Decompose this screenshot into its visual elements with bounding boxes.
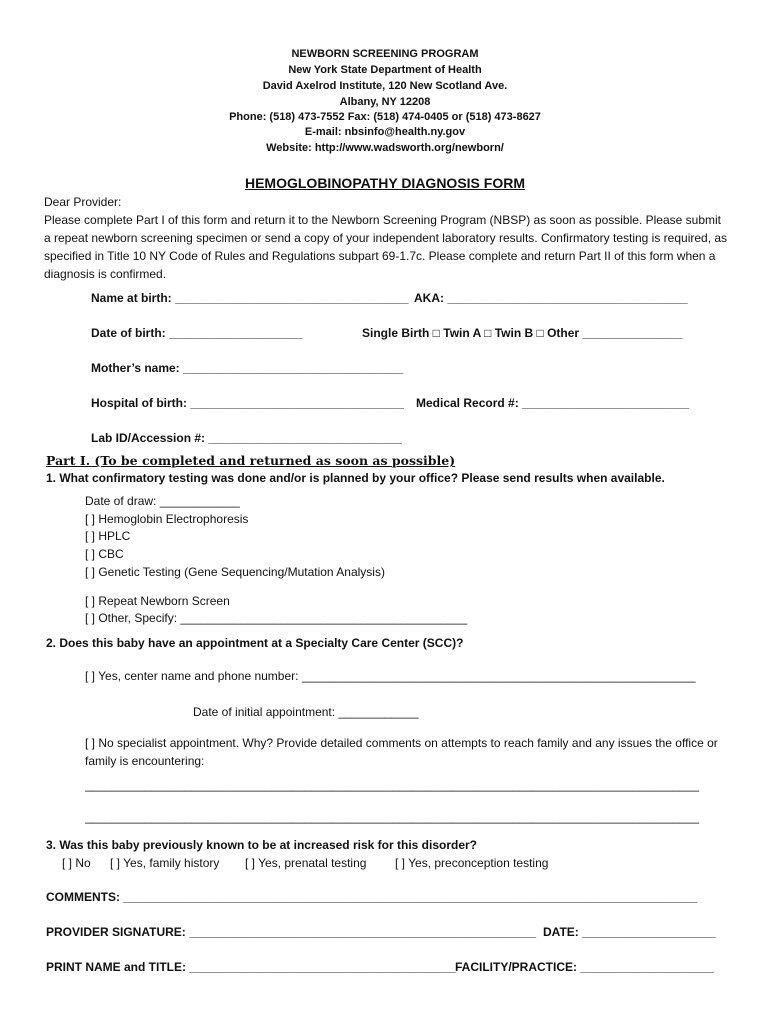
scc-yes-option[interactable]: [ ] Yes, center name and phone number: ___________________________________________________________ (85, 669, 696, 683)
part1-heading: Part I. (To be completed and returned as soon as possible) (46, 453, 456, 468)
phone-fax: Phone: (518) 473-7552 Fax: (518) 474-0405 or (518) 473-8627 (229, 111, 541, 123)
option-repeat-newborn-screen[interactable]: [ ] Repeat Newborn Screen (85, 594, 230, 608)
date-of-draw-field[interactable]: Date of draw: ____________ (85, 494, 240, 508)
email: E-mail: nbsinfo@health.ny.gov (304, 126, 466, 138)
option-hemoglobin-electrophoresis[interactable]: [ ] Hemoglobin Electrophoresis (85, 512, 249, 526)
program-name: NEWBORN SCREENING PROGRAM (291, 48, 479, 60)
print-name-title-field[interactable]: PRINT NAME and TITLE: ________________________________________ (46, 960, 457, 974)
city-state: Albany, NY 12208 (339, 96, 431, 108)
hospital-of-birth-field[interactable]: Hospital of birth: ________________________________ (91, 396, 404, 410)
mothers-name-field[interactable]: Mother’s name: _________________________________ (91, 361, 404, 375)
question-3: 3. Was this baby previously known to be at increased risk for this disorder? (46, 838, 477, 852)
risk-prenatal-testing-option[interactable]: [ ] Yes, prenatal testing (245, 856, 367, 870)
name-at-birth-field[interactable]: Name at birth: ___________________________________ (91, 291, 409, 305)
intro-paragraph: Please complete Part I of this form and return it to the Newborn Screening Program (NBSP) as soon as possible. Please submit a repeat newborn screening specimen or send a copy of your independent laboratory results. Confirmatory testing is required, as specified in Title 10 NY Code of Rules and Regulations subpart 69-1.7c. Please complete and return Part II of this form when a diagnosis is confirmed. (44, 213, 728, 281)
risk-no-option[interactable]: [ ] No (62, 856, 91, 870)
birth-type-options[interactable]: Single Birth □ Twin A □ Twin B □ Other _______________ (362, 326, 683, 340)
institute-address: David Axelrod Institute, 120 New Scotland Ave. (262, 80, 508, 92)
question-2: 2. Does this baby have an appointment at a Specialty Care Center (SCC)? (46, 636, 464, 650)
department-name: New York State Department of Health (288, 64, 482, 76)
initial-appointment-date-field[interactable]: Date of initial appointment: ____________ (193, 705, 419, 719)
provider-signature-field[interactable]: PROVIDER SIGNATURE: ____________________________________________________ (46, 925, 537, 939)
form-title: HEMOGLOBINOPATHY DIAGNOSIS FORM (244, 175, 525, 191)
risk-preconception-testing-option[interactable]: [ ] Yes, preconception testing (395, 856, 549, 870)
date-of-birth-field[interactable]: Date of birth: ____________________ (91, 326, 303, 340)
date-field[interactable]: DATE: ____________________ (543, 925, 716, 939)
scc-no-option[interactable]: [ ] No specialist appointment. Why? Provide detailed comments on attempts to reach family and any issues the office or family is encountering: (85, 736, 718, 768)
comments-line-2[interactable]: ____________________________________________________________________________________________ (85, 810, 699, 824)
comments-field[interactable]: COMMENTS: ______________________________________________________________________________________ (46, 890, 698, 904)
facility-practice-field[interactable]: FACILITY/PRACTICE: ____________________ (455, 960, 714, 974)
comments-line-1[interactable]: ____________________________________________________________________________________________ (85, 778, 699, 792)
option-genetic-testing[interactable]: [ ] Genetic Testing (Gene Sequencing/Mutation Analysis) (85, 565, 385, 579)
lab-id-field[interactable]: Lab ID/Accession #: _____________________________ (91, 431, 402, 445)
option-other-specify[interactable]: [ ] Other, Specify: ___________________________________________ (85, 611, 468, 625)
option-hplc[interactable]: [ ] HPLC (85, 529, 131, 543)
question-1: 1. What confirmatory testing was done and/or is planned by your office? Please send results when available. (46, 471, 665, 485)
medical-record-field[interactable]: Medical Record #: _________________________ (416, 396, 689, 410)
salutation: Dear Provider: (44, 195, 122, 209)
option-cbc[interactable]: [ ] CBC (85, 547, 124, 561)
aka-field[interactable]: AKA: ____________________________________ (414, 291, 688, 305)
risk-family-history-option[interactable]: [ ] Yes, family history (110, 856, 220, 870)
website: Website: http://www.wadsworth.org/newborn/ (266, 142, 504, 154)
